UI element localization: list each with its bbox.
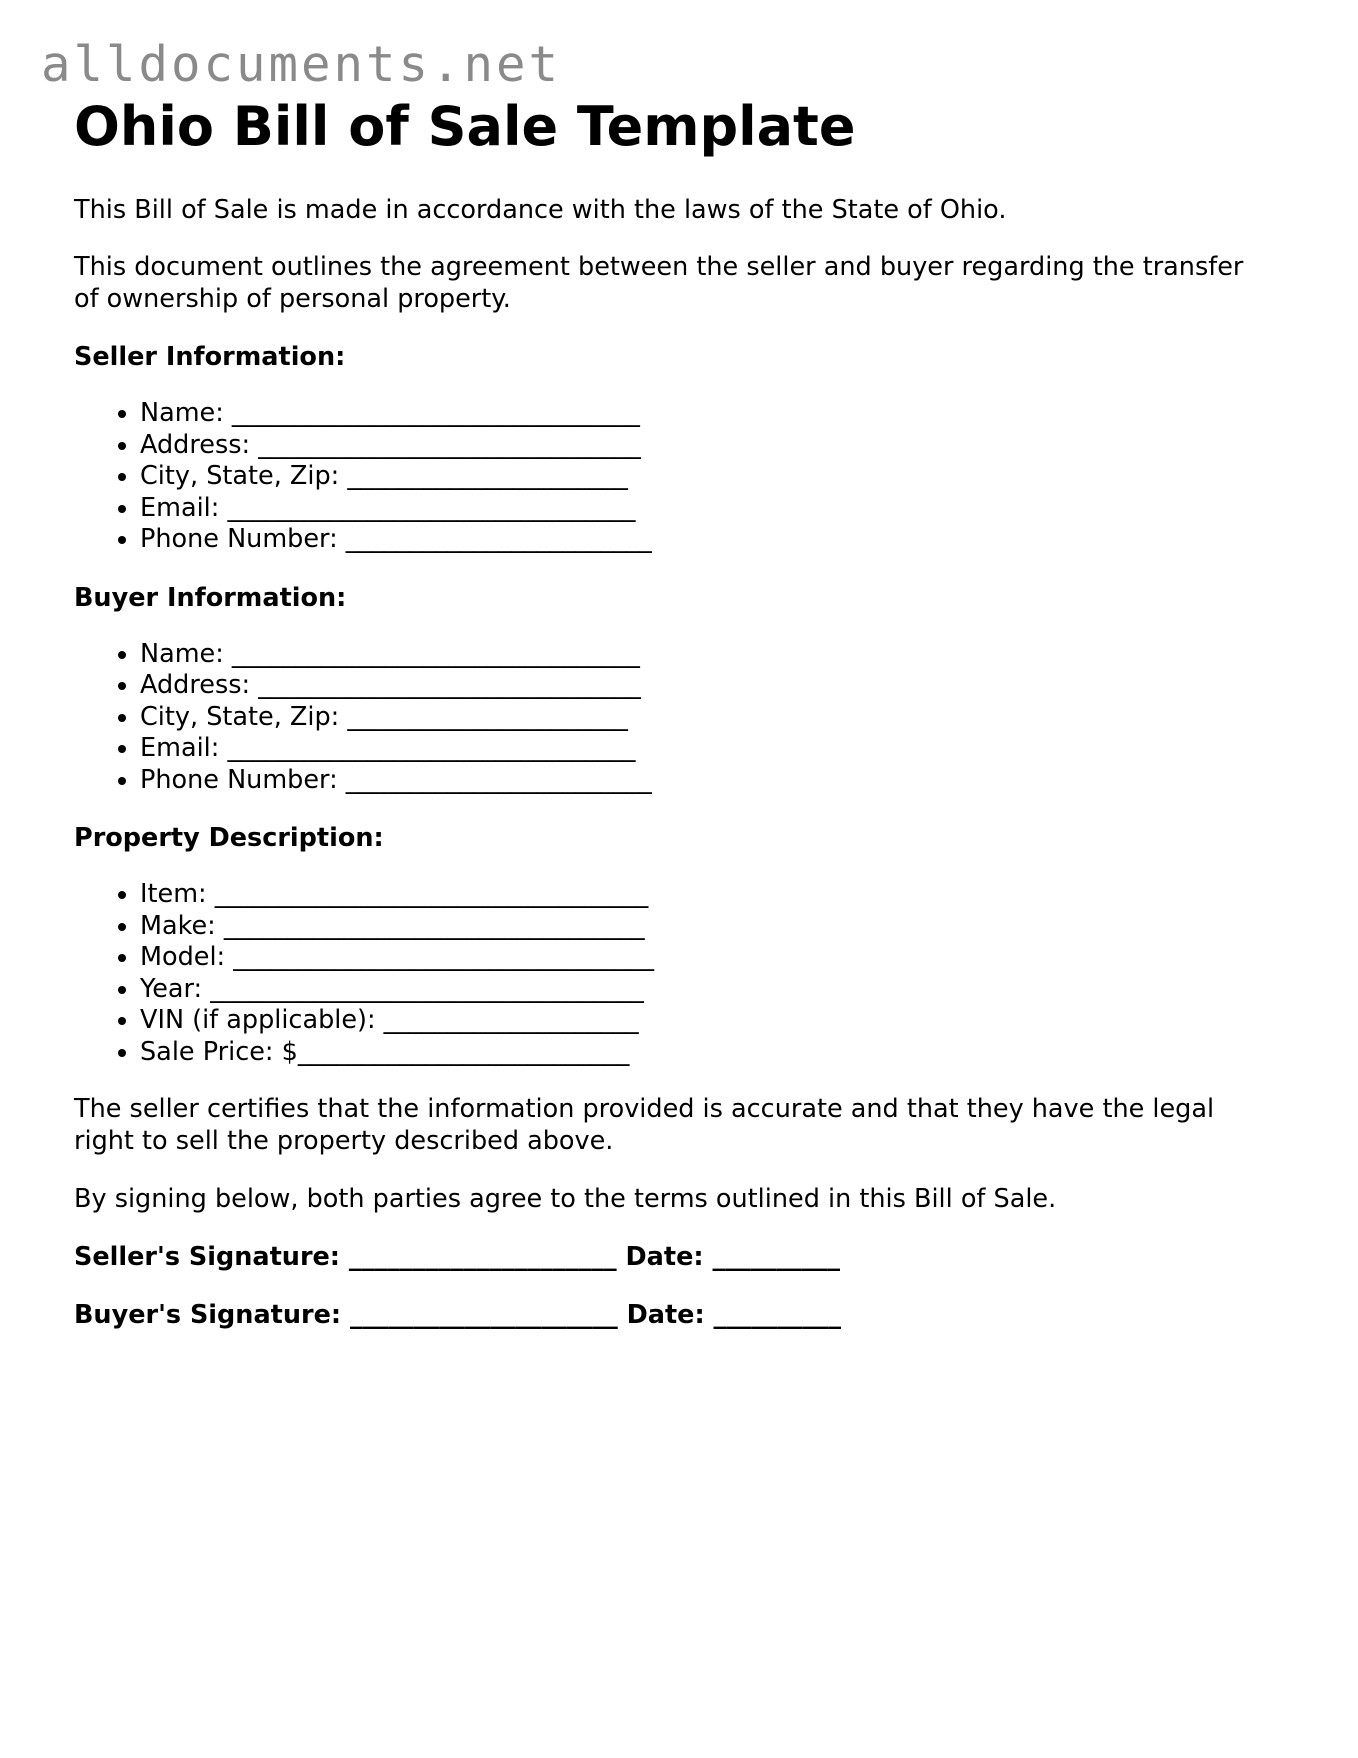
seller-field-list bbox=[74, 398, 1304, 556]
buyer-name-field: • Name: ________________________________ bbox=[140, 639, 1304, 671]
certification-paragraph: The seller certifies that the information provided is accurate and that they have the legal right to sell the property described above. bbox=[74, 1094, 1215, 1157]
document-title: Ohio Bill of Sale Template bbox=[74, 95, 856, 158]
buyer-phone-field: • Phone Number: ________________________ bbox=[140, 765, 1304, 797]
property-sale-price-field: • Sale Price: $__________________________ bbox=[140, 1037, 1304, 1069]
property-model-field: • Model: _________________________________ bbox=[140, 942, 1304, 974]
seller-name-field: • Name: ________________________________ bbox=[140, 398, 1304, 430]
property-section-heading: Property Description: bbox=[74, 823, 384, 854]
property-vin-field: • VIN (if applicable): ____________________ bbox=[140, 1005, 1304, 1037]
seller-section-heading: Seller Information: bbox=[74, 342, 346, 373]
buyer-city-state-zip-field: • City, State, Zip: ______________________ bbox=[140, 702, 1304, 734]
seller-email-field: • Email: ________________________________ bbox=[140, 493, 1304, 525]
property-field-list bbox=[74, 879, 1304, 1068]
seller-signature-line: Seller's Signature: _____________________ Date: __________ bbox=[74, 1242, 840, 1273]
seller-address-field: • Address: ______________________________ bbox=[140, 430, 1304, 462]
buyer-section-heading: Buyer Information: bbox=[74, 582, 347, 613]
seller-city-state-zip-field: • City, State, Zip: ______________________ bbox=[140, 461, 1304, 493]
agreement-paragraph: By signing below, both parties agree to the terms outlined in this Bill of Sale. bbox=[74, 1184, 1057, 1215]
property-item-field: • Item: __________________________________ bbox=[140, 879, 1304, 911]
buyer-address-field: • Address: ______________________________ bbox=[140, 670, 1304, 702]
property-make-field: • Make: _________________________________ bbox=[140, 911, 1304, 943]
buyer-signature-line: Buyer's Signature: _____________________ Date: __________ bbox=[74, 1300, 842, 1331]
buyer-field-list bbox=[74, 639, 1304, 797]
watermark: alldocuments.net bbox=[41, 36, 562, 93]
seller-phone-field: • Phone Number: ________________________ bbox=[140, 524, 1304, 556]
document-body bbox=[74, 96, 1304, 1331]
intro-paragraph-2: This document outlines the agreement between the seller and buyer regarding the transfer of ownership of personal property. bbox=[74, 252, 1244, 315]
intro-paragraph-1: This Bill of Sale is made in accordance with the laws of the State of Ohio. bbox=[74, 195, 1007, 226]
buyer-email-field: • Email: ________________________________ bbox=[140, 733, 1304, 765]
property-year-field: • Year: __________________________________ bbox=[140, 974, 1304, 1006]
